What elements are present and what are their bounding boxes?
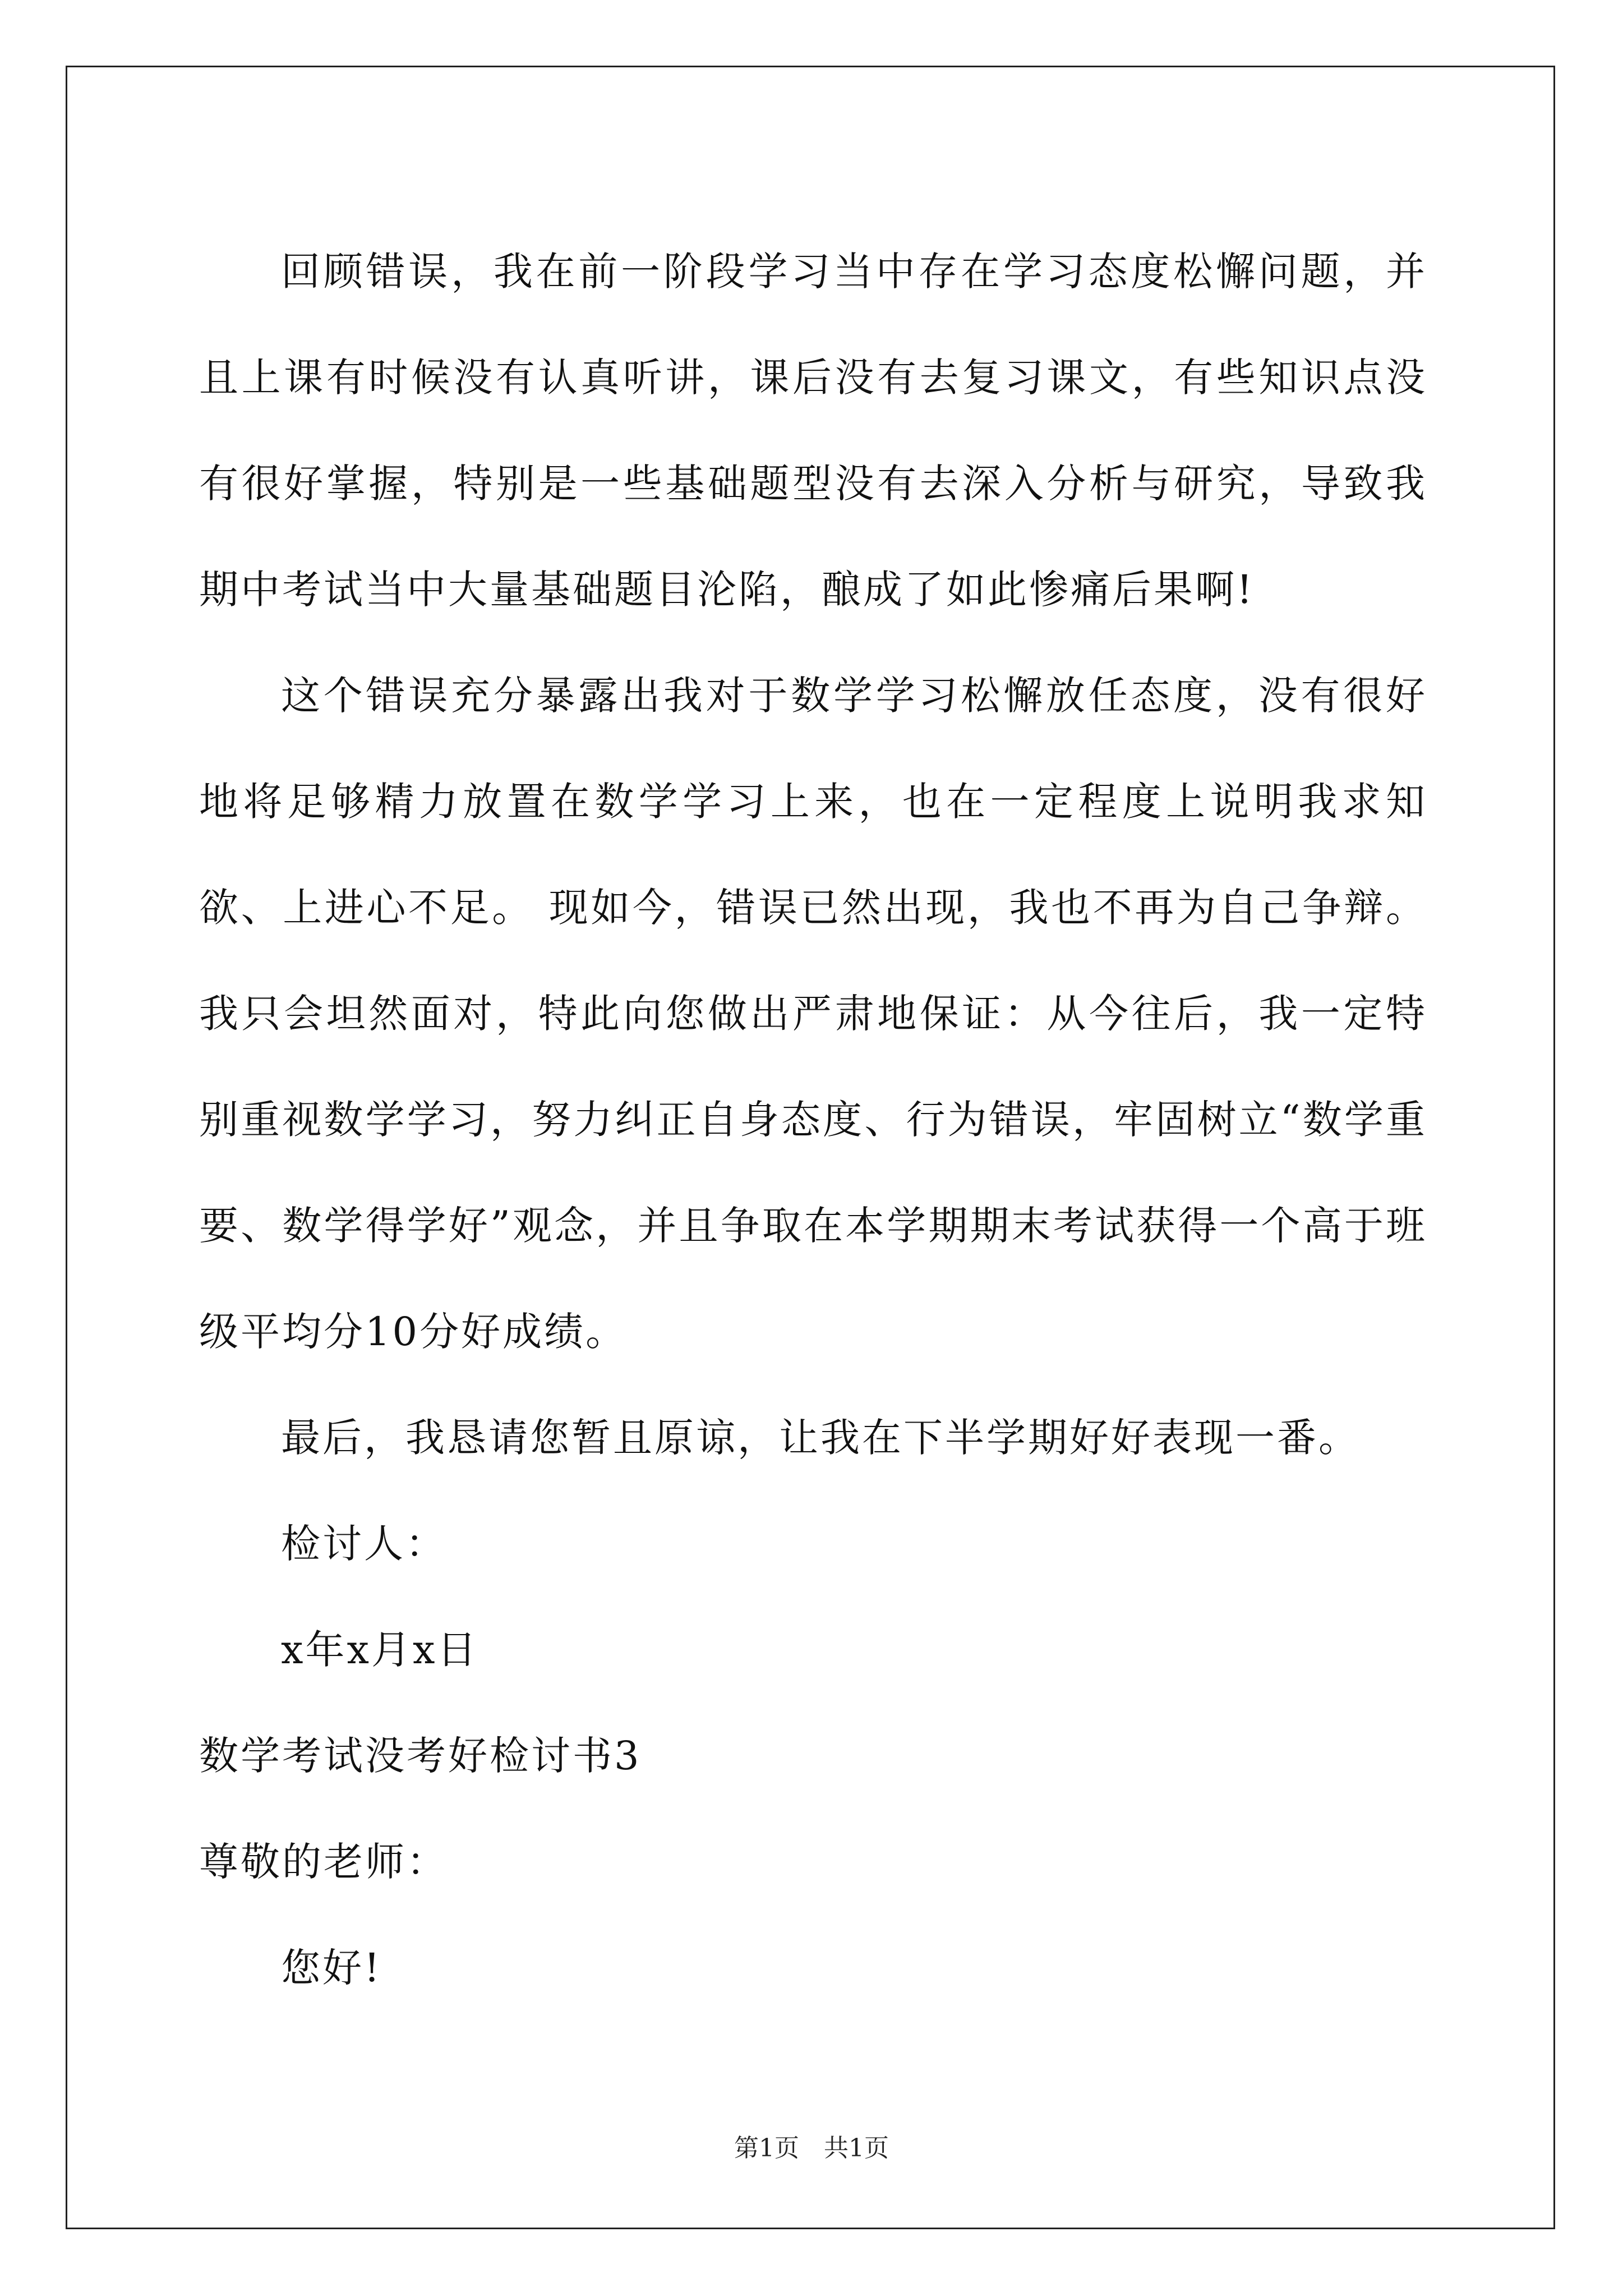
document-body bbox=[199, 219, 1427, 2021]
page-footer: 第1页 共1页 bbox=[734, 2134, 889, 2162]
greeting: 您好! bbox=[281, 1945, 382, 1991]
paragraph-review-errors: 回顾错误，我在前一阶段学习当中存在学习态度松懈问题，并且上课有时候没有认真听讲，课后没有去复习课文，有些知识点没有很好掌握，特别是一些基础题型没有去深入分析与研究，导致我期中考试当中大量基础题目沦陷，酿成了如此惨痛后果啊! bbox=[199, 249, 1427, 613]
salutation: 尊敬的老师： bbox=[199, 1839, 448, 1885]
signature-label: 检讨人： bbox=[281, 1521, 447, 1567]
paragraph-closing-request: 最后，我恳请您暂且原谅，让我在下半学期好好表现一番。 bbox=[281, 1415, 1360, 1461]
date-line: x年x月x日 bbox=[281, 1627, 479, 1673]
section-title: 数学考试没考好检讨书3 bbox=[199, 1733, 642, 1779]
paragraph-commitment: 这个错误充分暴露出我对于数学学习松懈放任态度，没有很好地将足够精力放置在数学学习上来，也在一定程度上说明我求知欲、上进心不足。 现如今，错误已然出现，我也不再为自己争辩。我只会坦然面对，特此向您做出严肃地保证：从今往后，我一定特别重视数学学习，努力纠正自身态度、行为错误，牢固树立“数学重要、数学得学好”观念，并且争取在本学期期末考试获得一个高于班级平均分10分好成绩。 bbox=[199, 673, 1427, 1355]
